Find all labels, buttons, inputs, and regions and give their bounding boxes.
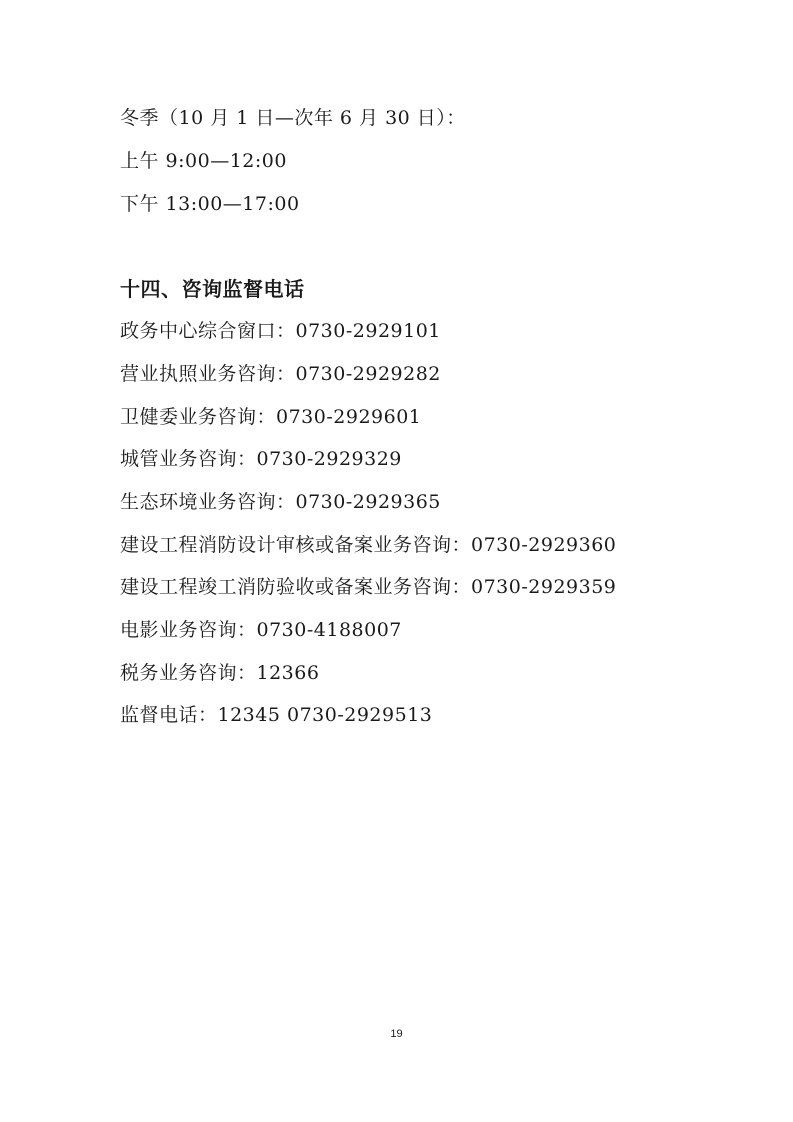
contact-line: 建设工程消防设计审核或备案业务咨询：0730-2929360: [120, 534, 617, 556]
contact-line: 生态环境业务咨询：0730-2929365: [120, 491, 441, 513]
winter-hours-line: 冬季（10 月 1 日—次年 6 月 30 日）：: [120, 107, 466, 129]
afternoon-hours-line: 下午 13:00—17:00: [120, 193, 300, 215]
contact-line: 营业执照业务咨询：0730-2929282: [120, 363, 441, 385]
contact-line: 城管业务咨询：0730-2929329: [120, 448, 402, 470]
morning-hours-line: 上午 9:00—12:00: [120, 150, 287, 172]
contact-line: 卫健委业务咨询：0730-2929601: [120, 406, 422, 428]
page-number: 19: [390, 1028, 403, 1040]
contact-line: 电影业务咨询：0730-4188007: [120, 619, 402, 641]
section-heading: 十四、咨询监督电话: [120, 277, 305, 301]
contact-line: 政务中心综合窗口：0730-2929101: [120, 320, 441, 342]
supervision-line: 监督电话：12345 0730-2929513: [120, 704, 433, 726]
contact-line: 建设工程竣工消防验收或备案业务咨询：0730-2929359: [120, 576, 617, 598]
contact-line: 税务业务咨询：12366: [120, 662, 320, 684]
